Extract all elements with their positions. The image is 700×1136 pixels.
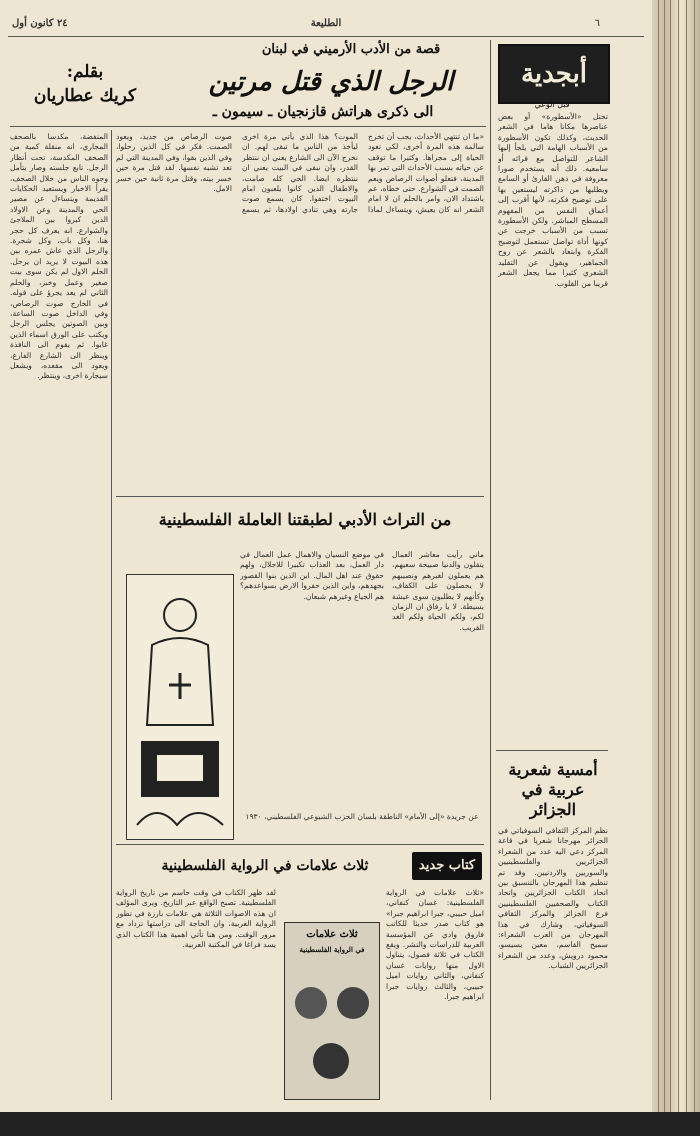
scanner-edge (0, 1112, 700, 1136)
story-author: كريك عطاريان (33, 86, 137, 106)
cover-subtitle: في الرواية الفلسطينية (299, 945, 365, 954)
poem-title: من التراث الأدبي لطبقتنا العاملة الفلسطينية (158, 510, 452, 529)
books-text-right: «ثلاث علامات في الرواية الفلسطينية: غسان كنفاني، اميل حبيبي، جبرا ابراهيم جبرا» هو كتاب صدر حديثا للكاتب فاروق وادي عن المؤسسة العربية للدراسات والنشر. ويقع الكتاب في ثلاثة فصول، يتناول الاول منها روايات غسان كنفاني، والثاني روايات اميل حبيبي، والثالث روايات جبرا ابراهيم جبرا. (386, 888, 484, 1002)
issue-date: ٢٤ كانون أول (12, 18, 68, 29)
story-subtitle: الى ذكرى هراتش قازنجيان ـ سيمون ـ (212, 104, 434, 120)
story-text: «ما ان تنتهي الأحداث، يجب أن تخرج سالمة هذه المرة أخرى، لكي تعود الحياة إلى مجراها. وكثيرا ما توقف عن حياته بسبب الأحداث التي تمر بها المدينة، فتعلو أصوات الرصاص ويعم الصمت في الشوارع. حتى خطاه، عم باشتداد الان، وامر بالحلم ان لا امام الشعر انه كان يعيش، ويتساءل لماذا الموت؟ هذا الذي يأتي مرة اخرى ليأخذ من الناس ما تبقى لهم. ان نخرج الآن الى الشارع يعني ان ننتظر القدر، وان نبقى في البيت يعني ان ننتظره ايضا. الحي كله صامت، والاطفال الذين كانوا يلعبون امام البيوت اختفوا. كان يسمع صوت جارته وهي تنادي اولادها، ثم يسمع صوت الرصاص من جديد، ويعود الصمت. فكر في كل الذين رحلوا، وفي الذين بقوا، وفي المدينة التي لم تعد تشبه نفسها. لقد قتل مرة حين خسر بيته، وقتل مرة ثانية حين خسر الامل. (116, 132, 484, 214)
worker-poster (126, 574, 234, 840)
story-series: قصة من الأدب الأرميني في لبنان (261, 42, 441, 57)
evening-top-rule (496, 750, 608, 751)
book-cover (284, 922, 380, 1100)
books-text-left: لقد ظهر الكتاب في وقت حاسم من تاريخ الرواية الفلسطينية. تصبح الواقع عبر التاريخ. ويرى المؤلف ان هذه الاصوات الثلاثة هي علامات بارزة في تطور الرواية العربية، وان الحاجة الى دراستها تزداد مع مرور الوقت. ومن هنا تأتي اهمية هذا الكتاب الذي يسد فراغا في المكتبة العربية. (116, 888, 276, 950)
column-divider (490, 40, 491, 1100)
poem-source: عن جريدة «إلى الأمام» الناطقة بلسان الحزب الشيوعي الفلسطيني، ١٩٣٠ (245, 812, 479, 821)
story-title: الرجل الذي قتل مرتين (208, 67, 454, 97)
story-text-continued: المنفضة، مكدسا بالصحف المجاري، انه منقلة كمية من الصحف المكدسة، تحت أنظار الرجل. تابع جلسته وصار يتأمل وجوه الناس من خلال الصحف، يقرأ الاخبار ويستعيد الحكايات القديمة ويتساءل عن مصير الحي والمدينة وعن الاولاد الذين كبروا بين الملاجئ والشوارع. انه يعرف كل حجر هنا، وكل باب، وكل شجرة. والرجل الذي عاش عمره بين هذه البيوت لا يريد ان يرحل. الحلم الاول لم يكن سوى بيت صغير وعمل وخبز، والحلم الثاني لم يعد يجرؤ على قوله. في الخارج صوت الرصاص، وفي الداخل صوت الساعة، وبين الصوتين يجلس الرجل ويكتب على الورق اسماء الذين غابوا. ثم يقوم الى النافذة وينظر الى الشارع الفارغ، ويعود الى مقعده، ويشعل سيجارة اخرى، وينتظر. (10, 132, 108, 381)
page-number: ٦ (594, 18, 600, 29)
poem-top-rule (116, 496, 484, 497)
logo-subtitle: قبل الوعي (534, 100, 570, 109)
poem-bottom-rule (116, 844, 484, 845)
story-divider (111, 130, 112, 1100)
page-edge-stack (652, 0, 700, 1136)
books-title: ثلاث علامات في الرواية الفلسطينية (161, 858, 369, 874)
abjadiya-text: تحتل «الأسطورة» أو بعض عناصرها مكانا هاما في الشعر الحديث، وكذلك تكون الأسطورة من الأسباب الهامة التي يلجأ إليها الشاعر للتواصل مع قرائه أو سامعيه. ذلك أنه يستخدم صورا معروفة في ذهن القارئ أو السامع ويطلبها من ذاكرته ليستعين بها على توضيح فكرته، لأنها أقرب إلى أعماق النفس من المفهوم المسطح المباشر. ولكن الأسطورة تسبب من الأسباب خرجت عن كونها أداة تواصل تستعمل لتوضيح الفكرة وابتعاد بالشعر عن روح الجماهير، ويقول عن التقليد الشعري كثيرا مما يجعل الشعر قريبا من القلوب. (498, 112, 608, 288)
poem-text-left: في موضع النسيان والاهمال عمل العمال في دار العمل، بعد العذاب تكبيرا للاجلال، ولهم حقوق عند اهل المال. اين الذين بنوا القصور بجهدهم، واين الذين حفروا الارض بسواعدهم؟ هم الجياع وغيرهم شبعان. (240, 550, 384, 601)
cover-title: ثلاث علامات (306, 929, 358, 940)
abjadiya-logo: أبجدية (498, 44, 610, 104)
new-book-badge: كتاب جديد (412, 852, 482, 880)
byline-label: بقلم: (66, 62, 104, 82)
evening-title: أمسية شعرية عربية في الجزائر (508, 760, 598, 819)
page-header (8, 18, 644, 37)
evening-text: نظم المركز الثقافي السوفياتي في الجزائر مهرجانا شعريا في قاعة المركز دعي اليه عدد من الشعراء الجزائريين والفلسطينيين والسوريين والاردنيين. وقد تم تنظيم هذا المهرجان بالتنسيق بين اتحاد الكتاب الجزائريين واتحاد الكتاب والصحفيين الفلسطينيين فرع الجزائر والمركز الثقافي السوفياتي، وشارك في هذا المهرجان من العرب الشعراء: سميح القاسم، معين بسيسو، محمود درويش، وعدد من الشعراء الجزائريين الشباب. (498, 826, 608, 971)
worker-illustration (127, 575, 233, 839)
headline-rule (10, 126, 486, 127)
publication-name: الطليعة (310, 18, 342, 29)
poem-text-right: ماني رأيت معاشر العمال يتقلون والدنيا صبيحة سعيهم، هم يعملون لغيرهم ونصيبهم لا يحصلون على الكفاف، وكأنهم لا يطلبون سوى عيشة بسيطة. لا يا رفاق ان الزمان لكم، ولكم الحياة ولكم الغد القريب. (392, 550, 484, 632)
